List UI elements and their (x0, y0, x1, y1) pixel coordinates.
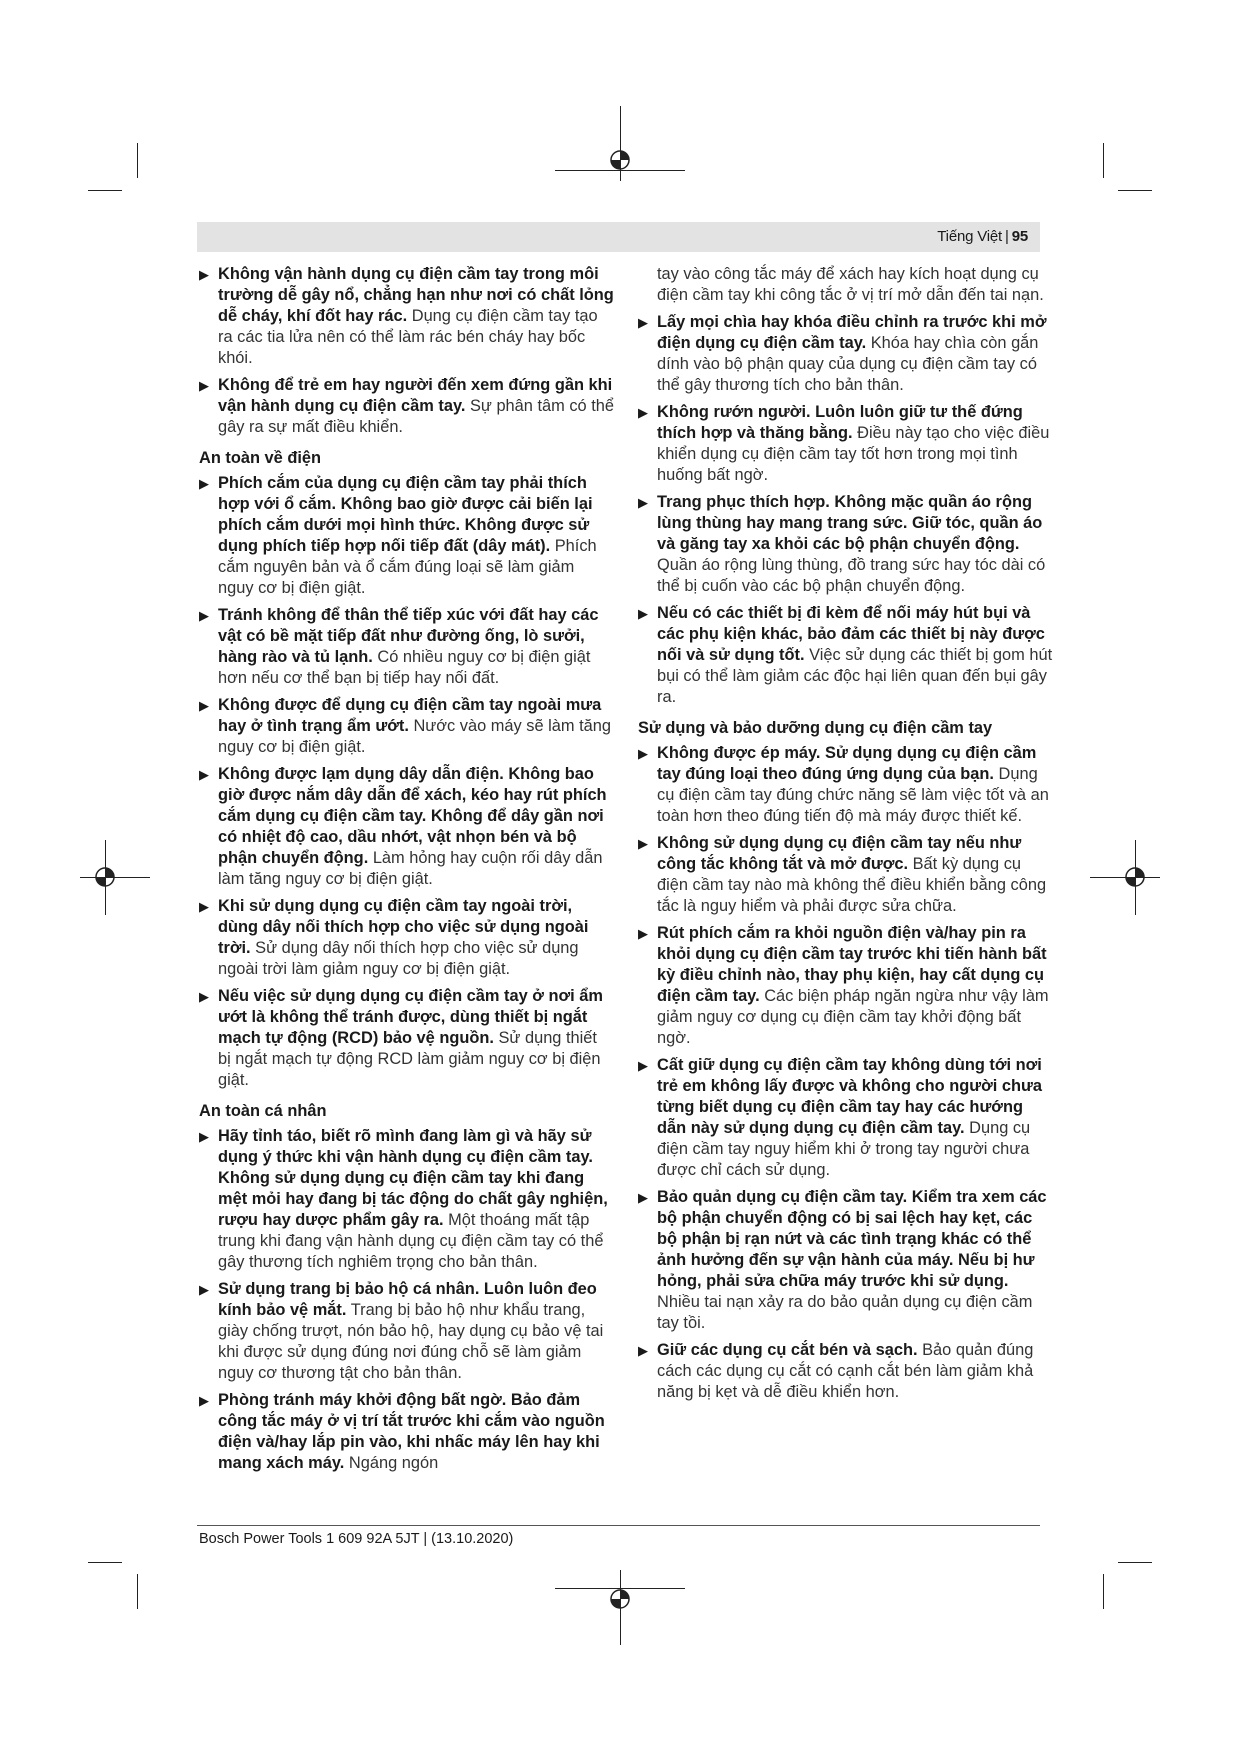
item-text: Bất kỳ dụng cụ điện cầm tay nào mà không thể điều khiển bằng công tắc là nguy hiểm và phải được sửa chữa. (657, 855, 1047, 915)
crop-mark (1135, 840, 1136, 915)
item-text: Trang bị bảo hộ như khẩu trang, giày chống trượt, nón bảo hộ, hay dụng cụ bảo vệ tai khi được sử dụng đúng nơi đúng chỗ sẽ làm giảm nguy cơ thương tật cho bản thân. (218, 1301, 604, 1382)
list-item (638, 1340, 1053, 1403)
item-bold-text: Không vận hành dụng cụ điện cầm tay trong môi trường dễ gây nổ, chẳng hạn như nơi có chất lỏng dễ cháy, khí đốt hay rác. (218, 265, 614, 325)
item-bold-text: Không được ép máy. Sử dụng dụng cụ điện cầm tay đúng loại theo đúng ứng dụng của bạn. (657, 744, 1037, 783)
item-text: Điều này tạo cho việc điều khiển dụng cụ điện cầm tay tốt hơn trong mọi tình huống bất ngờ. (657, 424, 1050, 484)
list-item (638, 1187, 1053, 1334)
bullet-triangle-icon: ▶ (638, 606, 648, 621)
header-language: Tiếng Việt (937, 228, 1002, 245)
bullet-triangle-icon: ▶ (638, 1190, 648, 1205)
item-bold-text: Không sử dụng dụng cụ điện cầm tay nếu như công tắc không tắt và mở được. (657, 834, 1022, 873)
item-text: Sự phân tâm có thể gây ra sự mất điều khiển. (218, 397, 614, 436)
item-bold-text: Không được để dụng cụ điện cầm tay ngoài mưa hay ở tình trạng ẩm ướt. (218, 696, 602, 735)
bullet-triangle-icon: ▶ (199, 767, 209, 782)
list-item (638, 1055, 1053, 1181)
list-item (199, 896, 614, 980)
item-bold-text: Phòng tránh máy khởi động bất ngờ. Bảo đảm công tắc máy ở vị trí tắt trước khi cắm vào nguồn điện và/hay lắp pin vào, khi nhấc máy lên hay khi mang xách máy. (218, 1391, 605, 1472)
item-bold-text: Trang phục thích hợp. Không mặc quần áo rộng lùng thùng hay mang trang sức. Giữ tóc, quần áo và găng tay xa khỏi các bộ phận chuyển động. (657, 493, 1043, 553)
item-bold-text: Hãy tỉnh táo, biết rõ mình đang làm gì và hãy sử dụng ý thức khi vận hành dụng cụ điện cầm tay. Không sử dụng dụng cụ điện cầm tay khi đang mệt mỏi hay đang bị tác động do chất gây nghiện, rượu hay dược phẩm gây ra. (218, 1127, 608, 1229)
page-number: 95 (1011, 228, 1028, 245)
bullet-triangle-icon: ▶ (638, 495, 648, 510)
item-text: Các biện pháp ngăn ngừa như vậy làm giảm nguy cơ dụng cụ điện cầm tay khởi động bất ngờ. (657, 987, 1049, 1047)
crop-mark (137, 1574, 138, 1609)
list-item (199, 764, 614, 890)
crop-mark (88, 190, 122, 191)
list-item (199, 605, 614, 689)
bullet-triangle-icon: ▶ (199, 1282, 209, 1297)
crop-mark (1103, 143, 1104, 178)
item-bold-text: Rút phích cắm ra khỏi nguồn điện và/hay pin ra khỏi dụng cụ điện cầm tay trước khi tiến hành bất kỳ điều chỉnh nào, thay phụ kiện, hay cất dụng cụ điện cầm tay. (657, 924, 1047, 1005)
bullet-triangle-icon: ▶ (638, 315, 648, 330)
item-text: Bảo quản đúng cách các dụng cụ cắt có cạnh cắt bén làm giảm khả năng bị kẹt và dễ điều khiển hơn. (657, 1341, 1034, 1401)
item-text: Nhiều tai nạn xảy ra do bảo quản dụng cụ điện cầm tay tồi. (657, 1293, 1033, 1332)
bullet-triangle-icon: ▶ (199, 1129, 209, 1144)
bullet-triangle-icon: ▶ (199, 899, 209, 914)
item-text: Ngáng ngón (348, 1454, 439, 1472)
list-item (199, 1126, 614, 1273)
list-item (638, 492, 1053, 597)
item-text: Một thoáng mất tập trung khi đang vận hành dụng cụ điện cầm tay có thể gây thương tích nghiêm trọng cho bản thân. (218, 1211, 604, 1271)
bullet-triangle-icon: ▶ (638, 836, 648, 851)
bullet-triangle-icon: ▶ (199, 378, 209, 393)
item-text: Dụng cụ điện cầm tay nguy hiểm khi ở trong tay người chưa được chỉ cách sử dụng. (657, 1119, 1031, 1179)
item-bold-text: Bảo quản dụng cụ điện cầm tay. Kiểm tra xem các bộ phận chuyển động có bị sai lệch hay kẹt, các bộ phận bị rạn nứt và các tình trạng khác có thể ảnh hưởng đến sự vận hành của máy. Nếu bị hư hỏng, phải sửa chữa máy trước khi sử dụng. (657, 1188, 1047, 1290)
crop-mark (1103, 1574, 1104, 1609)
list-item (199, 986, 614, 1091)
bullet-triangle-icon: ▶ (199, 476, 209, 491)
crop-mark (555, 1588, 685, 1589)
list-item (199, 1279, 614, 1384)
section-heading-use: Sử dụng và bảo dưỡng dụng cụ điện cầm tay (638, 719, 993, 737)
bullet-triangle-icon: ▶ (199, 267, 209, 282)
footer-divider (197, 1525, 1040, 1526)
item-bold-text: Phích cắm của dụng cụ điện cầm tay phải thích hợp với ổ cắm. Không bao giờ được cải biến lại phích cắm dưới mọi hình thức. Không được sử dụng phích tiếp hợp nối tiếp đất (dây mát). (218, 474, 593, 555)
item-text: Nước vào máy sẽ làm tăng nguy cơ bị điện giật. (218, 717, 612, 756)
bullet-triangle-icon: ▶ (638, 746, 648, 761)
item-text: Dụng cụ điện cầm tay đúng chức năng sẽ làm việc tốt và an toàn hơn theo đúng tiến độ mà máy được thiết kế. (657, 765, 1049, 825)
footer-text: Bosch Power Tools 1 609 92A 5JT | (13.10.2020) (199, 1531, 514, 1547)
bullet-triangle-icon: ▶ (638, 1343, 648, 1358)
bullet-triangle-icon: ▶ (199, 698, 209, 713)
right-column (638, 264, 1053, 1409)
item-text: Có nhiều nguy cơ bị điện giật hơn nếu cơ thể bạn bị tiếp hay nối đất. (218, 648, 591, 687)
list-item (199, 1390, 614, 1474)
list-item (638, 833, 1053, 917)
list-item (199, 264, 614, 369)
item-bold-text: Khi sử dụng dụng cụ điện cầm tay ngoài trời, dùng dây nối thích hợp cho việc sử dụng ngoài trời. (218, 897, 589, 957)
item-text: Dụng cụ điện cầm tay tạo ra các tia lửa nên có thể làm rác bén cháy hay bốc khói. (218, 307, 598, 367)
list-item (638, 603, 1053, 708)
crop-mark (555, 170, 685, 171)
item-bold-text: Giữ các dụng cụ cắt bén và sạch. (657, 1341, 918, 1359)
item-bold-text: Không rướn người. Luôn luôn giữ tư thế đứng thích hợp và thăng bằng. (657, 403, 1023, 442)
left-column (199, 264, 614, 1480)
item-text: Sử dụng dây nối thích hợp cho việc sử dụng ngoài trời làm giảm nguy cơ bị điện giật. (218, 939, 579, 978)
item-text: Việc sử dụng các thiết bị gom hút bụi có thể làm giảm các độc hại liên quan đến bụi gây ra. (657, 646, 1053, 706)
list-item (199, 695, 614, 758)
crop-mark (88, 1562, 122, 1563)
header-separator: | (1005, 228, 1009, 245)
list-item (638, 312, 1053, 396)
crop-mark (620, 1570, 621, 1645)
item-text: Khóa hay chìa còn gắn dính vào bộ phận quay của dụng cụ điện cầm tay có thể gây thương tích cho bản thân. (657, 334, 1039, 394)
item-bold-text: Cất giữ dụng cụ điện cầm tay không dùng tới nơi trẻ em không lấy được và không cho người chưa từng biết dụng cụ điện cầm tay hay các hướng dẫn này sử dụng dụng cụ điện cầm tay. (657, 1056, 1042, 1137)
crop-mark (1118, 190, 1152, 191)
item-bold-text: Nếu có các thiết bị đi kèm để nối máy hút bụi và các phụ kiện khác, bảo đảm các thiết bị này được nối và sử dụng tốt. (657, 604, 1045, 664)
item-bold-text: Nếu việc sử dụng dụng cụ điện cầm tay ở nơi ẩm ướt là không thể tránh được, dùng thiết bị ngắt mạch tự động (RCD) bảo vệ nguồn. (218, 987, 603, 1047)
bullet-triangle-icon: ▶ (638, 405, 648, 420)
bullet-triangle-icon: ▶ (199, 989, 209, 1004)
page-header (197, 222, 1040, 252)
item-bold-text: Tránh không để thân thể tiếp xúc với đất hay các vật có bề mặt tiếp đất như đường ống, lò sưởi, hàng rào và tủ lạnh. (218, 606, 599, 666)
section-heading-personal: An toàn cá nhân (199, 1102, 327, 1120)
bullet-triangle-icon: ▶ (199, 608, 209, 623)
list-item (638, 402, 1053, 486)
list-item (638, 743, 1053, 827)
item-text: Quần áo rộng lùng thùng, đồ trang sức hay tóc dài có thể bị cuốn vào các bộ phận chuyển động. (657, 556, 1046, 595)
crop-mark (105, 840, 106, 915)
item-bold-text: Không được lạm dụng dây dẫn điện. Không bao giờ được nắm dây dẫn để xách, kéo hay rút phích cắm dụng cụ điện cầm tay. Không để dây gần nơi có nhiệt độ cao, dầu nhớt, vật nhọn bén và bộ phận chuyển động. (218, 765, 607, 867)
list-item (199, 473, 614, 599)
crop-mark (137, 143, 138, 178)
continuation-text: tay vào công tắc máy để xách hay kích hoạt dụng cụ điện cầm tay khi công tắc ở vị trí mở dẫn đến tai nạn. (657, 265, 1044, 304)
item-bold-text: Lấy mọi chìa hay khóa điều chỉnh ra trước khi mở điện dụng cụ điện cầm tay. (657, 313, 1047, 352)
crop-mark (1118, 1562, 1152, 1563)
item-text: Sử dụng thiết bị ngắt mạch tự động RCD làm giảm nguy cơ bị điện giật. (218, 1029, 601, 1089)
crop-mark (1090, 877, 1160, 878)
bullet-triangle-icon: ▶ (638, 1058, 648, 1073)
item-text: Phích cắm nguyên bản và ổ cắm đúng loại sẽ làm giảm nguy cơ bị điện giật. (218, 537, 597, 597)
header-label (937, 228, 1028, 245)
list-item (199, 375, 614, 438)
item-bold-text: Không để trẻ em hay người đến xem đứng gần khi vận hành dụng cụ điện cầm tay. (218, 376, 613, 415)
bullet-triangle-icon: ▶ (199, 1393, 209, 1408)
section-heading-electric: An toàn về điện (199, 449, 322, 467)
item-text: Làm hỏng hay cuộn rối dây dẫn làm tăng nguy cơ bị điện giật. (218, 849, 603, 888)
list-item (638, 923, 1053, 1049)
bullet-triangle-icon: ▶ (638, 926, 648, 941)
item-bold-text: Sử dụng trang bị bảo hộ cá nhân. Luôn luôn đeo kính bảo vệ mắt. (218, 1280, 597, 1319)
crop-mark (80, 877, 150, 878)
